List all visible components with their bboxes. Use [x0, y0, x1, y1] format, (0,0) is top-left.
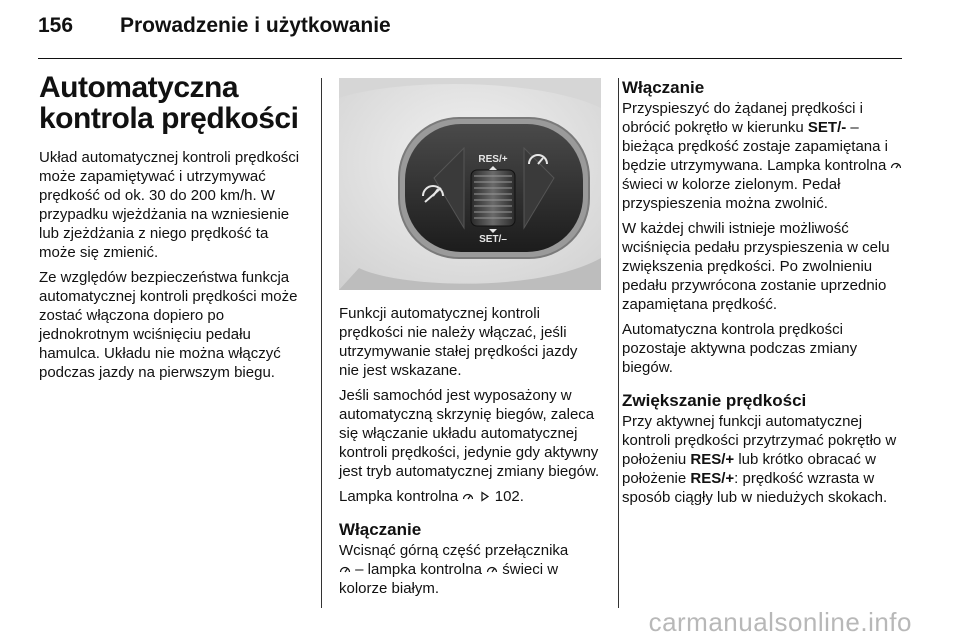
increase-speed-paragraph: Przy aktywnej funkcji automatycznej kontroli prędkości przytrzymać pokrętło w położeniu RES/+ lub krótko obracać w położenie RES/+: prędkość wzrasta w sposób ciągły lub w niedużych skokach.: [622, 413, 897, 506]
activation-heading-2: Włączanie: [622, 78, 705, 97]
column-right: [622, 78, 904, 513]
column-middle: [339, 304, 601, 604]
automatic-gearbox-paragraph: Jeśli samochód jest wyposażony w automatyczną skrzynię biegów, zaleca się włączanie układu automatycznej kontroli prędkości, jedynie gdy aktywny jest tryb automatycznej zmiany biegów.: [339, 387, 600, 480]
column-divider-right: [618, 78, 619, 608]
set-speed-paragraph: Przyspieszyć do żądanej prędkości i obrócić pokrętło w kierunku SET/- – bieżąca prędkość zostaje zapamiętana i będzie utrzymywana. Lampka kontrolna świeci w kolorze zielonym. Pedał przyspieszenia można zwolnić.: [622, 99, 904, 213]
increase-speed-heading: Zwiększanie prędkości: [622, 391, 807, 410]
page-number: 156: [38, 14, 74, 37]
accelerator-paragraph: W każdej chwili istnieje możliwość wciśnięcia pedału przyspieszenia w celu zwiększenia prędkości. Po zwolnieniu pedału przywrócona zostanie uprzednio zapamiętana prędkość.: [622, 220, 890, 313]
steering-wheel-photo: [339, 78, 601, 290]
activation-paragraph: Wcisnąć górną część przełącznika – lampka kontrolna świeci w kolorze białym.: [339, 542, 569, 597]
cruise-indicator-icon: [339, 564, 351, 575]
column-divider-left: [321, 78, 322, 608]
cruise-indicator-icon: [462, 491, 474, 502]
intro-paragraph: Układ automatycznej kontroli prędkości może zapamiętywać i utrzymywać prędkość od ok. 30 do 200 km/h. W przypadku wjeżdżania na wzniesienie lub zjeżdżania z niego prędkość ta może się zmienić.: [39, 149, 300, 261]
indicator-reference-paragraph: Lampka kontrolna 102.: [339, 488, 524, 505]
cruise-indicator-icon: [486, 564, 498, 575]
page-reference-icon: [479, 491, 491, 502]
header-rule: [38, 58, 902, 59]
running-title: Prowadzenie i użytkowanie: [120, 14, 391, 37]
section-title: Automatyczna kontrola prędkości: [39, 71, 299, 135]
cruise-control-switch-illustration: [339, 78, 601, 290]
activation-heading: Włączanie: [339, 520, 422, 539]
watermark: carmanualsonline.info: [648, 607, 912, 637]
gear-change-paragraph: Automatyczna kontrola prędkości pozostaje aktywna podczas zmiany biegów.: [622, 321, 858, 376]
page-header: [38, 14, 391, 50]
warning-paragraph: Funkcji automatycznej kontroli prędkości nie należy włączać, jeśli utrzymywanie stałej prędkości jazdy nie jest wskazane.: [339, 305, 578, 379]
safety-paragraph: Ze względów bezpieczeństwa funkcja automatycznej kontroli prędkości może zostać włączona dopiero po jednokrotnym wciśnięciu pedału hamulca. Układu nie można włączyć podczas jazdy na pierwszym biegu.: [39, 269, 298, 381]
res-label: RES/+: [478, 154, 508, 165]
column-left: [39, 72, 307, 388]
set-label: SET/–: [479, 234, 507, 245]
cruise-indicator-icon: [890, 160, 902, 171]
